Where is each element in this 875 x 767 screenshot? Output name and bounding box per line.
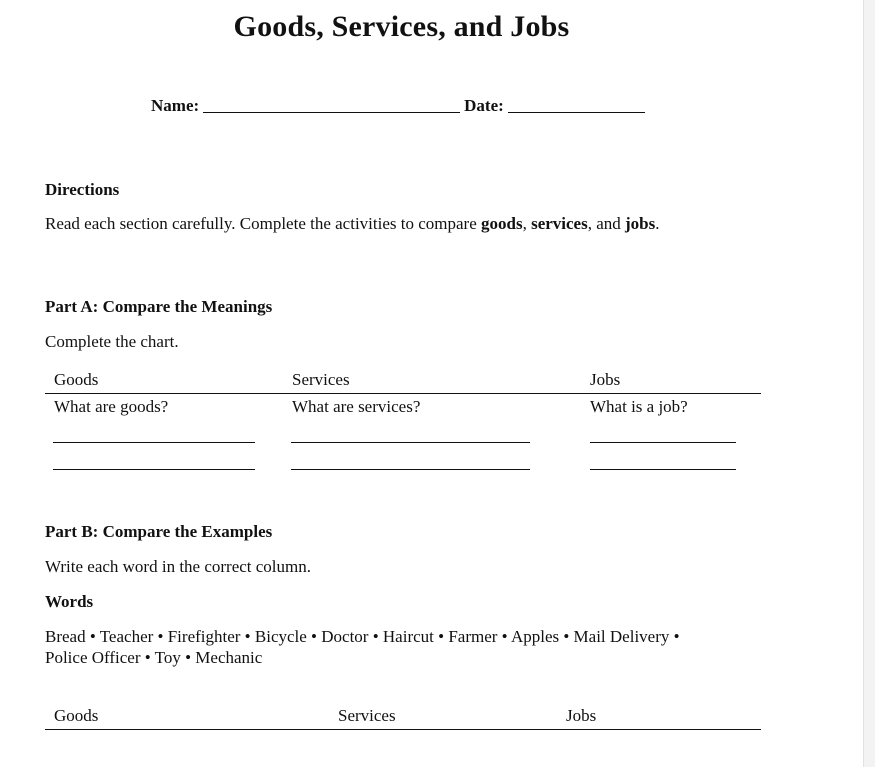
part-b-col-services: Services xyxy=(338,706,396,725)
part-a-question-jobs: What is a job? xyxy=(590,397,688,416)
word-bank-line-1: Bread • Teacher • Firefighter • Bicycle • Doctor • Haircut • Farmer • Apples • Mail Delivery • xyxy=(45,627,680,646)
part-b-table-header xyxy=(45,706,761,730)
part-a-heading: Part A: Compare the Meanings xyxy=(45,297,273,316)
page-title: Goods, Services, and Jobs xyxy=(233,10,570,43)
part-a-chart xyxy=(45,370,761,419)
part-a-question-services: What are services? xyxy=(292,397,421,416)
directions-period: . xyxy=(655,214,660,233)
part-b-instruction: Write each word in the correct column. xyxy=(45,557,312,576)
word-bank-line-2: Police Officer • Toy • Mechanic xyxy=(45,648,263,667)
part-b-sort-table xyxy=(45,706,761,730)
page-scrollbar[interactable] xyxy=(863,0,875,767)
date-label: Date: xyxy=(464,96,504,115)
directions-jobs: jobs xyxy=(625,214,656,233)
services-answer-line-1[interactable] xyxy=(291,442,530,443)
name-blank xyxy=(203,97,460,113)
part-a-col-jobs: Jobs xyxy=(590,370,621,389)
part-a-question-row xyxy=(45,394,761,419)
words-heading: Words xyxy=(45,592,94,611)
part-b-col-jobs: Jobs xyxy=(566,706,597,725)
date-blank xyxy=(508,97,645,113)
part-a-instruction: Complete the chart. xyxy=(45,332,179,351)
part-a-col-services: Services xyxy=(292,370,350,389)
directions-comma: , xyxy=(522,214,532,233)
directions-goods: goods xyxy=(481,214,523,233)
goods-answer-line-1[interactable] xyxy=(53,442,255,443)
directions-services: services xyxy=(531,214,588,233)
part-a-question-goods: What are goods? xyxy=(54,397,169,416)
directions-and: , and xyxy=(587,214,626,233)
services-answer-line-2[interactable] xyxy=(291,469,530,470)
jobs-answer-line-2[interactable] xyxy=(590,469,736,470)
directions-heading: Directions xyxy=(45,180,120,199)
part-a-col-goods: Goods xyxy=(54,370,99,389)
name-label: Name: xyxy=(151,96,200,115)
goods-answer-line-2[interactable] xyxy=(53,469,255,470)
jobs-answer-line-1[interactable] xyxy=(590,442,736,443)
part-b-heading: Part B: Compare the Examples xyxy=(45,522,273,541)
directions-text xyxy=(45,214,660,234)
name-date-row xyxy=(151,96,645,116)
part-a-chart-header xyxy=(45,370,761,394)
part-b-col-goods: Goods xyxy=(54,706,99,725)
directions-text-start: Read each section carefully. Complete the activities to compare xyxy=(45,214,481,233)
